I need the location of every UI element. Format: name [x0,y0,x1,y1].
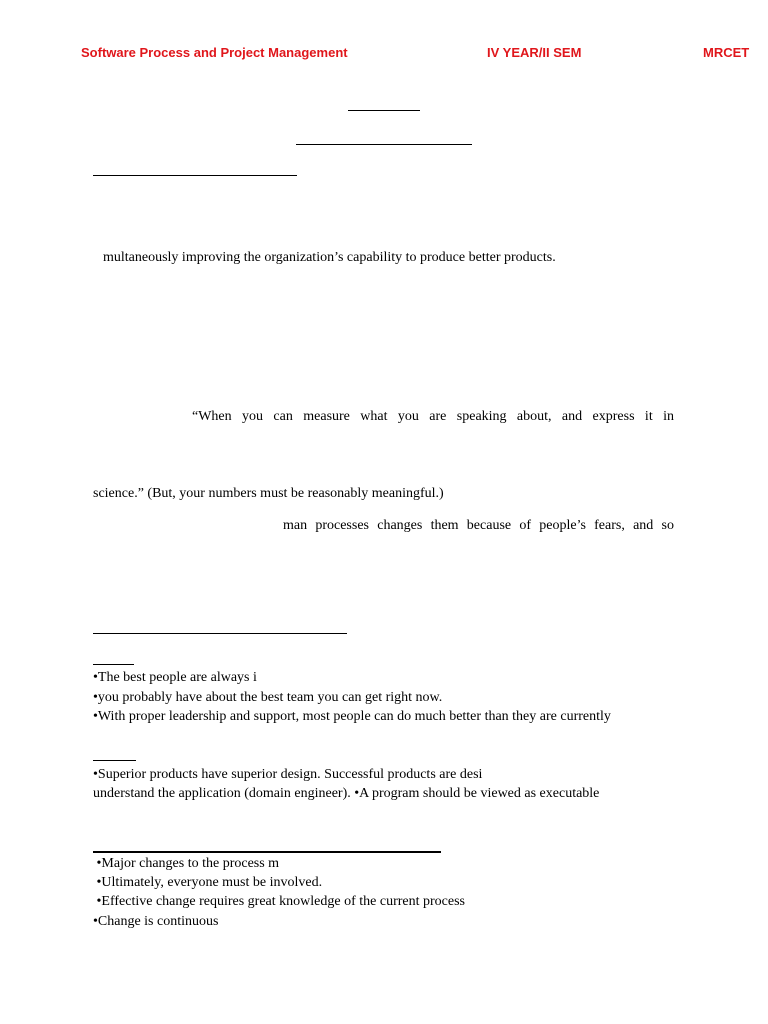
heading-rule-2 [296,144,472,145]
list-item-products-2: understand the application (domain engineer). •A program should be viewed as executable [93,786,600,801]
list-item-people-2: •you probably have about the best team you can get right now. [93,690,443,705]
header-title: Software Process and Project Management [81,45,348,60]
subheading-rule-people [93,664,134,665]
list-item-change-4: •Change is continuous [93,914,219,929]
list-item-people-3: •With proper leadership and support, most people can do much better than they are currently [93,709,611,724]
header-institution: MRCET [703,45,750,60]
list-item-products-1: •Superior products have superior design. Successful products are desi [93,767,483,782]
section-rule-change [93,851,441,853]
header-year-sem: IV YEAR/II SEM [487,45,582,60]
text-quote-line-2: science.” (But, your numbers must be reasonably meaningful.) [93,486,444,501]
text-improving-capability: multaneously improving the organization’s capability to produce better products. [103,250,556,265]
section-rule-people [93,633,347,634]
text-quote-line-1: “When you can measure what you are speaking about, and express it in [192,409,674,424]
heading-rule-1 [348,110,420,111]
subheading-rule-products [93,760,136,761]
list-item-people-1: •The best people are always i [93,670,257,685]
text-human-processes: man processes changes them because of people’s fears, and so [283,518,674,533]
heading-rule-3 [93,175,297,176]
list-item-change-3: •Effective change requires great knowledge of the current process [93,894,465,909]
list-item-change-1: •Major changes to the process m [93,856,280,871]
list-item-change-2: •Ultimately, everyone must be involved. [93,875,323,890]
